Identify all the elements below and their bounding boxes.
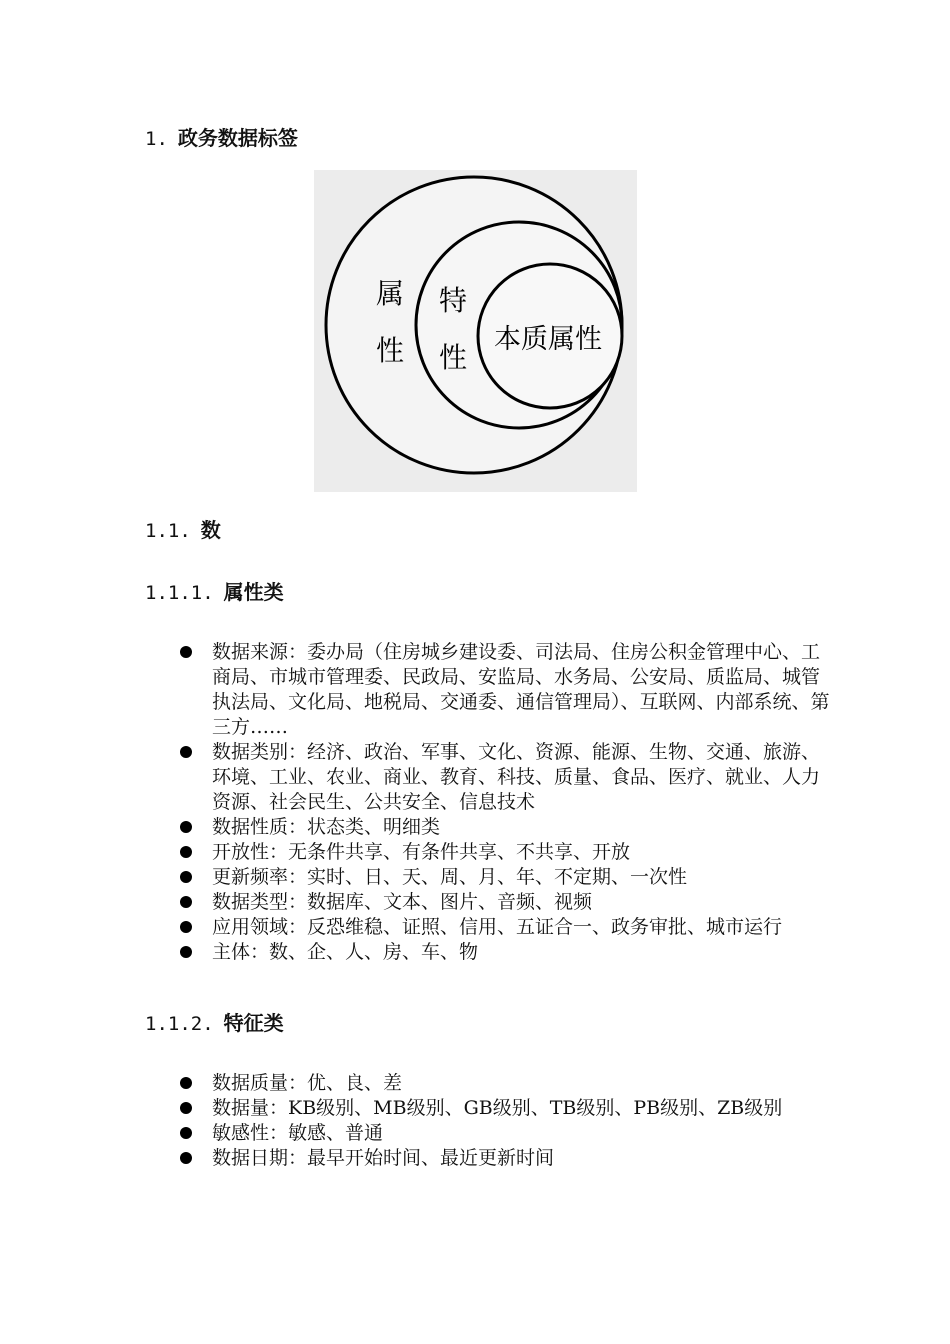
- list-item-text: 数据性质：状态类、明细类: [212, 816, 441, 838]
- section-title: 政务数据标签: [177, 126, 298, 150]
- list-item: [180, 1096, 830, 1121]
- middle-label-1: 特: [439, 284, 468, 317]
- attribute-circles-diagram: [314, 170, 637, 492]
- section-title: 特征类: [223, 1011, 284, 1035]
- section-heading-1-1-2: [145, 1011, 284, 1036]
- section-number: 1.1.: [145, 520, 191, 542]
- section-number: 1.1.2.: [145, 1013, 214, 1035]
- list-item-text: 数据类型：数据库、文本、图片、音频、视频: [212, 891, 593, 913]
- list-item: [180, 840, 830, 865]
- feature-list: [180, 1071, 830, 1171]
- bullet-icon: [180, 846, 192, 858]
- bullet-icon: [180, 646, 192, 658]
- list-item-text: 应用领域：反恐维稳、证照、信用、五证合一、政务审批、城市运行: [212, 916, 783, 938]
- list-item-text: 数据量：KB级别、MB级别、GB级别、TB级别、PB级别、ZB级别: [212, 1097, 783, 1119]
- list-item: [180, 815, 830, 840]
- bullet-icon: [180, 1127, 192, 1139]
- list-item: [180, 1146, 830, 1171]
- list-item: [180, 740, 830, 815]
- list-item-text: 主体：数、企、人、房、车、物: [212, 941, 479, 963]
- section-title: 属性类: [223, 580, 284, 604]
- bullet-icon: [180, 1102, 192, 1114]
- outer-label-2: 性: [376, 334, 405, 367]
- section-heading-1: [145, 126, 298, 151]
- list-item-text: 开放性：无条件共享、有条件共享、不共享、开放: [212, 841, 631, 863]
- inner-label: 本质属性: [494, 324, 602, 355]
- list-item: [180, 865, 830, 890]
- list-item: [180, 640, 830, 740]
- bullet-icon: [180, 921, 192, 933]
- bullet-icon: [180, 821, 192, 833]
- section-number: 1.: [145, 128, 168, 150]
- list-item: [180, 940, 830, 965]
- list-item-text: 数据类别：经济、政治、军事、文化、资源、能源、生物、交通、旅游、环境、工业、农业、商业、教育、科技、质量、食品、医疗、就业、人力资源、社会民生、公共安全、信息技术: [212, 741, 821, 813]
- middle-label-2: 性: [439, 341, 468, 374]
- bullet-icon: [180, 896, 192, 908]
- outer-label-1: 属: [376, 277, 405, 310]
- list-item-text: 更新频率：实时、日、天、周、月、年、不定期、一次性: [212, 866, 688, 888]
- list-item-text: 数据质量：优、良、差: [212, 1072, 403, 1094]
- bullet-icon: [180, 1077, 192, 1089]
- section-number: 1.1.1.: [145, 582, 214, 604]
- nested-circles-svg: [314, 170, 637, 492]
- list-item-text: 数据来源：委办局（住房城乡建设委、司法局、住房公积金管理中心、工商局、市城市管理委、民政局、安监局、水务局、公安局、质监局、城管执法局、文化局、地税局、交通委、通信管理局）、互联网、内部系统、第三方……: [212, 641, 830, 738]
- section-heading-1-1-1: [145, 580, 284, 605]
- list-item: [180, 915, 830, 940]
- attribute-list: [180, 640, 830, 965]
- list-item-text: 数据日期：最早开始时间、最近更新时间: [212, 1147, 555, 1169]
- list-item: [180, 1121, 830, 1146]
- bullet-icon: [180, 871, 192, 883]
- section-title: 数: [200, 518, 221, 542]
- section-heading-1-1: [145, 518, 221, 543]
- list-item: [180, 890, 830, 915]
- bullet-icon: [180, 746, 192, 758]
- list-item-text: 敏感性：敏感、普通: [212, 1122, 384, 1144]
- bullet-icon: [180, 946, 192, 958]
- list-item: [180, 1071, 830, 1096]
- bullet-icon: [180, 1152, 192, 1164]
